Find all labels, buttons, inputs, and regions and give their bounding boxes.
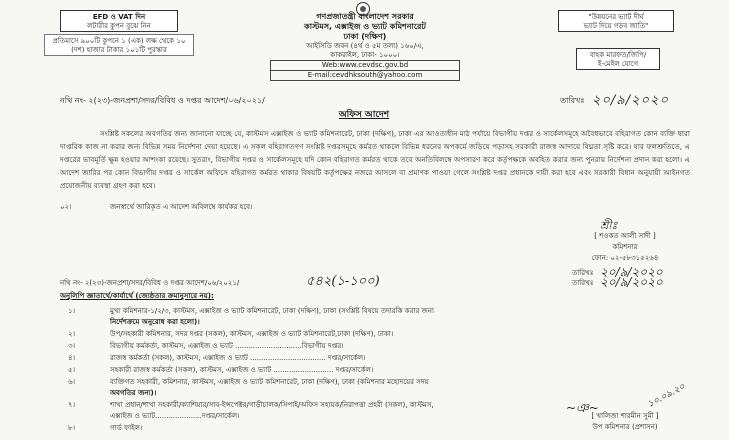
memo-number: নথি নং- ২(২৩)-জনপ্রশা/সদর/বিবিধ ও দপ্তর আদেশ/০৬/২০২১/ bbox=[60, 96, 265, 105]
copy-item-number: ২। bbox=[68, 330, 76, 338]
slogan-box bbox=[558, 10, 674, 32]
delivery-line1: বাহক মারফত/জিপি/ bbox=[589, 51, 647, 59]
signer2-name: [ খালিজা শারমীন সুমী ] bbox=[591, 412, 659, 420]
signer1-designation: কমিশনার bbox=[612, 243, 638, 251]
memo2-handwritten-ref: ৫৪২(১-১০০) bbox=[306, 274, 380, 289]
delivery-line2: ই-মেইল যোগে bbox=[597, 60, 639, 68]
copy-item-text: মুখ্য কমিশনার-১/২/৩, কাস্টমস, এক্সাইজ ও ভ্যাট কমিশনারেট, ঢাকা (দক্ষিণ), ঢাকা (সংশ্লিষ্ট বিষয়ে তদারকি করার জন্য bbox=[110, 307, 435, 315]
copy-item-number: ৮। bbox=[68, 424, 76, 432]
copy-item-number: ৪। bbox=[68, 354, 76, 362]
copy-item-text-cont: অবগতির জন্য)। bbox=[110, 389, 157, 397]
copy-item-text: বিভাগীয় কর্মকর্তা, কাস্টমস, এক্সাইজ ও ভ্যাট ..............................বিভাগীয় দপ্তর। bbox=[110, 342, 344, 350]
deputy-commissioner-signature: ~ঞ~ bbox=[566, 401, 599, 415]
copy-heading: অনুলিপি জ্ঞাতার্থে/কার্যার্থে (জ্যেষ্ঠতার ক্রমানুসারে নয়): bbox=[60, 292, 214, 300]
order-body-paragraph: সংশ্লিষ্ট সকলের অবগতির জন্য জানানো যাচ্ছে যে, কাস্টমস এক্সাইজ ও ভ্যাট কমিশনারেট, ঢাকা (দক্ষিণ), ঢাকা এর আওতাধীন মাঠ পর্যায়ে বিভাগীয় দপ্তর ও সার্কেলসমূহে অবৈধভাবে বহিরাগত কোন ব্যক্তি দ্বারা দাপ্তরিক কাজ না করার জন্য বিভিন্ন সময় নির্দেশনা দেয়া হয়েছে। এ সকল বহিরাগতগণ সংশ্লিষ্ট দপ্তরসমূহে কর্মরত থাকলে বিভিন্ন ধরনের অপকর্মে জড়িয়ে পড়াসহ সরকারী রাজস্ব আদায়ে বিঘ্নতা সৃষ্টি করে। যার ফলশ্রুতিতে, এ দপ্তরের ভাবমূর্তি ক্ষুন্ন হওয়ার আশংকা রয়েছে। সুতরাং, বিভাগীয় দপ্তর ও সার্কেলসমূহে যদি কোন বহিরাগত কর্মরত থাকে তবে অনতিবিলম্বে অপসারণ করে কর্তৃপক্ষকে অবহিত করার জন্য পুনরায় নির্দেশনা প্রদান করা হলো। এ আদেশ জারির পর কোন বিভাগীয় দপ্তর ও সার্কেল অফিসে বহিরাগত কর্মরত থাকার বিষয়টি কর্তৃপক্ষের নজরে আসলে বা প্রমাণক পাওয়া গেলে সংশ্লিষ্ট দপ্তর প্রধানকে দায়ী করা হবে এবং সরকারী বিধান অনুযায়ী আইনগত প্রয়োজনীয় ব্যবস্থা গ্রহণ করা হবে। bbox=[60, 129, 690, 190]
efd-vat-line2: লটারীর কুপন বুঝে নিন bbox=[87, 22, 151, 30]
copy-item-number: ৭। bbox=[68, 401, 76, 409]
copy-item-text-cont: নির্দেশক্রমে অনুরোধ করা হলো)। bbox=[110, 318, 200, 326]
copy-item-text: রাজস্ব কর্মকর্তা (সকল), কাস্টমস, এক্সাইজ ও ভ্যাট .................................. দপ্তর/সার্কেল। bbox=[110, 354, 366, 362]
signer2-designation: উপ কমিশনার (প্রশাসন) bbox=[592, 423, 658, 431]
copy-item-text: ব্যক্তিগত সহকারী, কমিশনার, কাস্টমস, এক্সাইজ ও ভ্যাট কমিশনারেট, ঢাকা (দক্ষিণ), ঢাকা (কমিশনার মহোদয়ের সদয় bbox=[110, 378, 429, 386]
efd-vat-line1: EFD ও VAT দিন bbox=[92, 13, 146, 21]
letterhead bbox=[240, 12, 490, 81]
copy-item-text: সহকারী রাজস্ব কর্মকর্তা (সকল), কাস্টমস, এক্সাইজ ও ভ্যাট ........................... দপ্তর/সার্কেল। bbox=[110, 366, 374, 374]
signer1-phone: ফোন: ০২-৫৮৩১৫২৬৪ bbox=[591, 254, 659, 262]
copy-item-number: ৬। bbox=[68, 378, 76, 386]
signature-block-2 bbox=[560, 411, 690, 433]
gov-title: গণপ্রজাতন্ত্রী বাংলাদেশ সরকার bbox=[316, 12, 414, 21]
slogan-line2: ভ্যাট দিয়ে গড়ব জাতি" bbox=[583, 22, 649, 30]
signer1-name: [ শওকত আলী সাদী ] bbox=[594, 232, 656, 240]
delivery-box bbox=[576, 48, 660, 70]
office-region: ঢাকা (দক্ষিণ) bbox=[343, 32, 387, 41]
para2-number: ০২। bbox=[60, 203, 72, 211]
order-title: অফিস আদেশ bbox=[338, 110, 390, 120]
address-line2: কাকরাইল, ঢাকা- ১০০০। bbox=[330, 51, 400, 59]
slogan-line1: "উন্নয়নের ভ্যাট দীর্ঘ bbox=[588, 13, 644, 21]
memo-date-value: ২০/৯/২০২০ bbox=[592, 93, 669, 108]
copy-item-text-cont: এক্সাইজ ও ভ্যাট.....................দপ্তর/সার্কেল। bbox=[110, 412, 240, 420]
memo2-date-value: ২০/৯/২০২০ bbox=[600, 275, 663, 289]
prize-line2: (দশ) হাজার টাকার ১০১টি পুরস্কার bbox=[71, 46, 167, 54]
website-text: Web:www.cevdsc.gov.bd bbox=[270, 60, 460, 70]
email-text: E-mail:cevdhksouth@yahoo.com bbox=[270, 70, 460, 81]
memo2-date-label: তারিখঃ bbox=[572, 279, 594, 287]
copy-item-number: ১। bbox=[68, 307, 76, 315]
prize-box bbox=[44, 34, 194, 56]
sig2-handwritten-date: ১০.০৯.২০ bbox=[646, 381, 688, 410]
copy-item-number: ৩। bbox=[68, 342, 76, 350]
signature-block-1 bbox=[560, 231, 690, 264]
copy-item-text: উপ/সহকারী কমিশনার, সদর দপ্তর (সকল), কাস্টমস, এক্সাইজ ও ভ্যাট কমিশনারেট,ঢাকা (দক্ষিণ), ঢাকা। bbox=[110, 330, 394, 338]
memo-date-label: তারিখঃ bbox=[560, 96, 585, 105]
sig1-date-value: ২০/৯/২০২০ bbox=[600, 265, 663, 279]
office-title: কাস্টমস, এক্সাইজ ও ভ্যাট কমিশনারেট bbox=[304, 22, 426, 31]
address-line1: আইসিডি জবন (৪র্থ ও ৫ম তলা) ১৬০/এ, bbox=[306, 42, 424, 50]
copy-item-text: গার্ড ফাইল। bbox=[110, 424, 143, 432]
para2-text: জনস্বার্থে জারিকৃত এ আদেশ অবিলম্বে কার্যকর হবে। bbox=[110, 203, 253, 211]
commissioner-signature: শ্রীঃ bbox=[600, 219, 618, 232]
copy-item-text: শাখা প্রধান/শাখা সহকারী/ক্যাশিয়ার/সাব-ইন্সপেক্টর/গাড়ীচালক/সিপাই/অফিস সহায়ক/নিরাপত্তা প্রহরী (সকল), কাস্টমস, bbox=[110, 401, 434, 409]
prize-line1: প্রতিমাসে ৯০০টি কুপনে ১ (এক) লক্ষ থেকে ১০ bbox=[52, 37, 186, 45]
copy-item-number: ৫। bbox=[68, 366, 76, 374]
memo2-number: নথি নং- ২(২৩)-জনপ্রশা/সদর/বিবিধ ও দপ্তর আদেশ/০৬/২০২১/ bbox=[60, 279, 240, 287]
sig1-date-label: তারিখঃ bbox=[572, 269, 594, 277]
efd-vat-box bbox=[60, 10, 178, 32]
